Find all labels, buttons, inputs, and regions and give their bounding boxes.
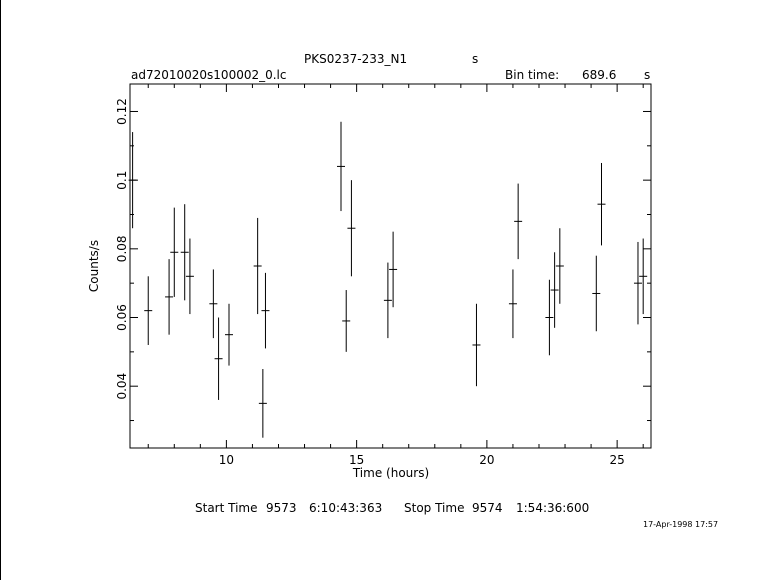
- data-point: [389, 232, 397, 308]
- x-tick-label: 25: [609, 453, 625, 467]
- data-point: [254, 218, 262, 314]
- data-point: [259, 369, 267, 438]
- bin-time-label: Bin time:: [505, 68, 560, 82]
- x-axis-label: Time (hours): [352, 466, 430, 480]
- data-point: [598, 163, 606, 245]
- data-point: [551, 252, 559, 328]
- source-unit: s: [472, 52, 479, 66]
- bin-time-value: 689.6: [582, 68, 617, 82]
- data-point: [556, 228, 564, 304]
- stop-time-label: Stop Time: [404, 501, 465, 515]
- data-point: [186, 239, 194, 315]
- data-point: [347, 180, 355, 276]
- source-name: PKS0237-233_N1: [304, 52, 408, 66]
- y-tick-label: 0.04: [115, 372, 129, 400]
- stop-time-value: 1:54:36:600: [516, 501, 590, 515]
- bin-time-unit: s: [644, 68, 651, 82]
- plot-frame: [130, 84, 651, 448]
- data-point: [144, 276, 152, 345]
- y-tick-label: 0.06: [115, 304, 129, 331]
- stop-day: 9574: [472, 501, 503, 515]
- data-point: [514, 184, 522, 260]
- data-point: [545, 280, 553, 356]
- data-point: [165, 259, 173, 335]
- data-point: [261, 273, 269, 349]
- y-tick-label: 0.08: [115, 235, 129, 263]
- x-tick-label: 15: [348, 453, 365, 467]
- data-point: [209, 269, 217, 338]
- data-point: [592, 256, 600, 332]
- start-time-label: Start Time: [195, 501, 258, 515]
- data-point: [472, 304, 480, 386]
- data-point: [342, 290, 350, 352]
- data-points: [129, 122, 648, 438]
- y-axis-label: Counts/s: [87, 239, 101, 293]
- data-point: [639, 239, 647, 315]
- data-point: [634, 242, 642, 324]
- axis-tick-labels: [115, 98, 625, 467]
- data-point: [337, 122, 345, 211]
- y-tick-label: 0.12: [115, 98, 129, 125]
- start-day: 9573: [266, 501, 297, 515]
- data-point: [384, 263, 392, 339]
- data-point: [170, 208, 178, 297]
- x-tick-label: 10: [218, 453, 235, 467]
- x-tick-label: 20: [479, 453, 495, 467]
- data-point: [215, 318, 223, 400]
- file-name: ad72010020s100002_0.lc: [131, 68, 287, 82]
- timestamp: 17-Apr-1998 17:57: [643, 520, 719, 529]
- axis-ticks: [130, 84, 651, 448]
- y-tick-label: 0.1: [115, 170, 129, 190]
- data-point: [509, 269, 517, 338]
- data-point: [181, 204, 189, 300]
- data-point: [225, 304, 233, 366]
- start-time-value: 6:10:43:363: [309, 501, 383, 515]
